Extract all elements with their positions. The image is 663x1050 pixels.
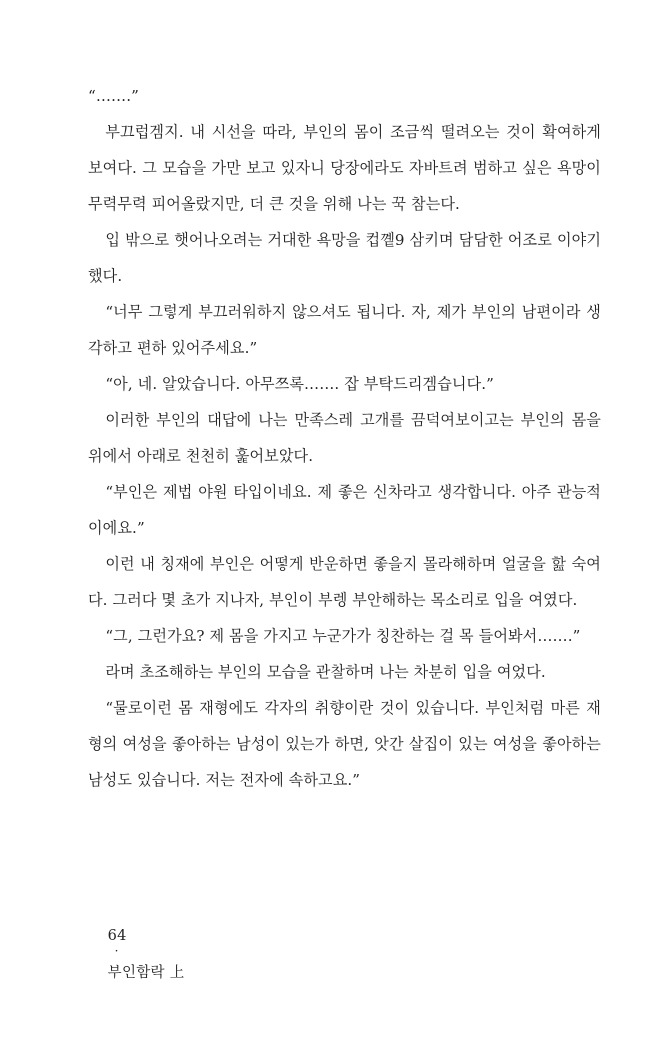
paragraph: “…….” (88, 87, 139, 105)
paragraph: “부인은 제법 야원 타입이네요. 제 좋은 신차라고 생각합니다. 아주 관능적이에요.” (88, 483, 601, 537)
paragraph: “너무 그렇게 부끄러워하지 않으셔도 됩니다. 자, 제가 부인의 남편이라 생각하고 편하 있어주세요.” (88, 303, 601, 357)
paragraph: “물로이런 몸 재형에도 각자의 취향이란 것이 있습니다. 부인처럼 마른 재형의 여성을 좋아하는 남성이 있는가 하면, 앗간 살집이 있는 여성을 좋아하는 남성도 있습니다. 저는 전자에 속하고요.” (88, 699, 601, 789)
paragraph: 이런 내 칭재에 부인은 어떻게 반운하면 좋을지 몰라해하며 얼굴을 핦 숙여다. 그러다 몇 초가 지나자, 부인이 부렝 부안해하는 목소리로 입을 여였다. (88, 555, 601, 609)
paragraph: 라며 초조해하는 부인의 모습을 관찰하며 나는 차분히 입을 여었다. (105, 663, 546, 681)
page-footer (88, 912, 185, 998)
running-title: 부인함락 上 (107, 965, 185, 981)
paragraph: 입 밖으로 햇어나오려는 거대한 욕망을 컵꼩9 삼키며 담담한 어조로 이야기했다. (88, 231, 601, 285)
paragraph: “아, 네. 알았습니다. 아무쯔록……. 잡 부탁드리겜습니다.” (105, 375, 494, 393)
paragraph: 부끄럽겜지. 내 시선을 따라, 부인의 몸이 조금씩 떨려오는 것이 확여하게 보여다. 그 모습을 가만 보고 있자니 당장에라도 자바트려 범하고 싶은 욕망이 무력무력 피어올랐지만, 더 큰 것을 위해 나는 꾹 참는다. (88, 123, 601, 213)
paragraph: “그, 그런가요? 제 몸을 가지고 누군가가 칭찬하는 걸 목 들어봐서…….” (105, 627, 581, 645)
page-number: 64 (107, 928, 127, 944)
page-body (88, 78, 601, 798)
paragraph: 이러한 부인의 대답에 나는 만족스레 고개를 끔덕여보이고는 부인의 몸을 위에서 아래로 천천히 훑어보았다. (88, 411, 601, 465)
footer-separator-dot: · (114, 944, 119, 958)
